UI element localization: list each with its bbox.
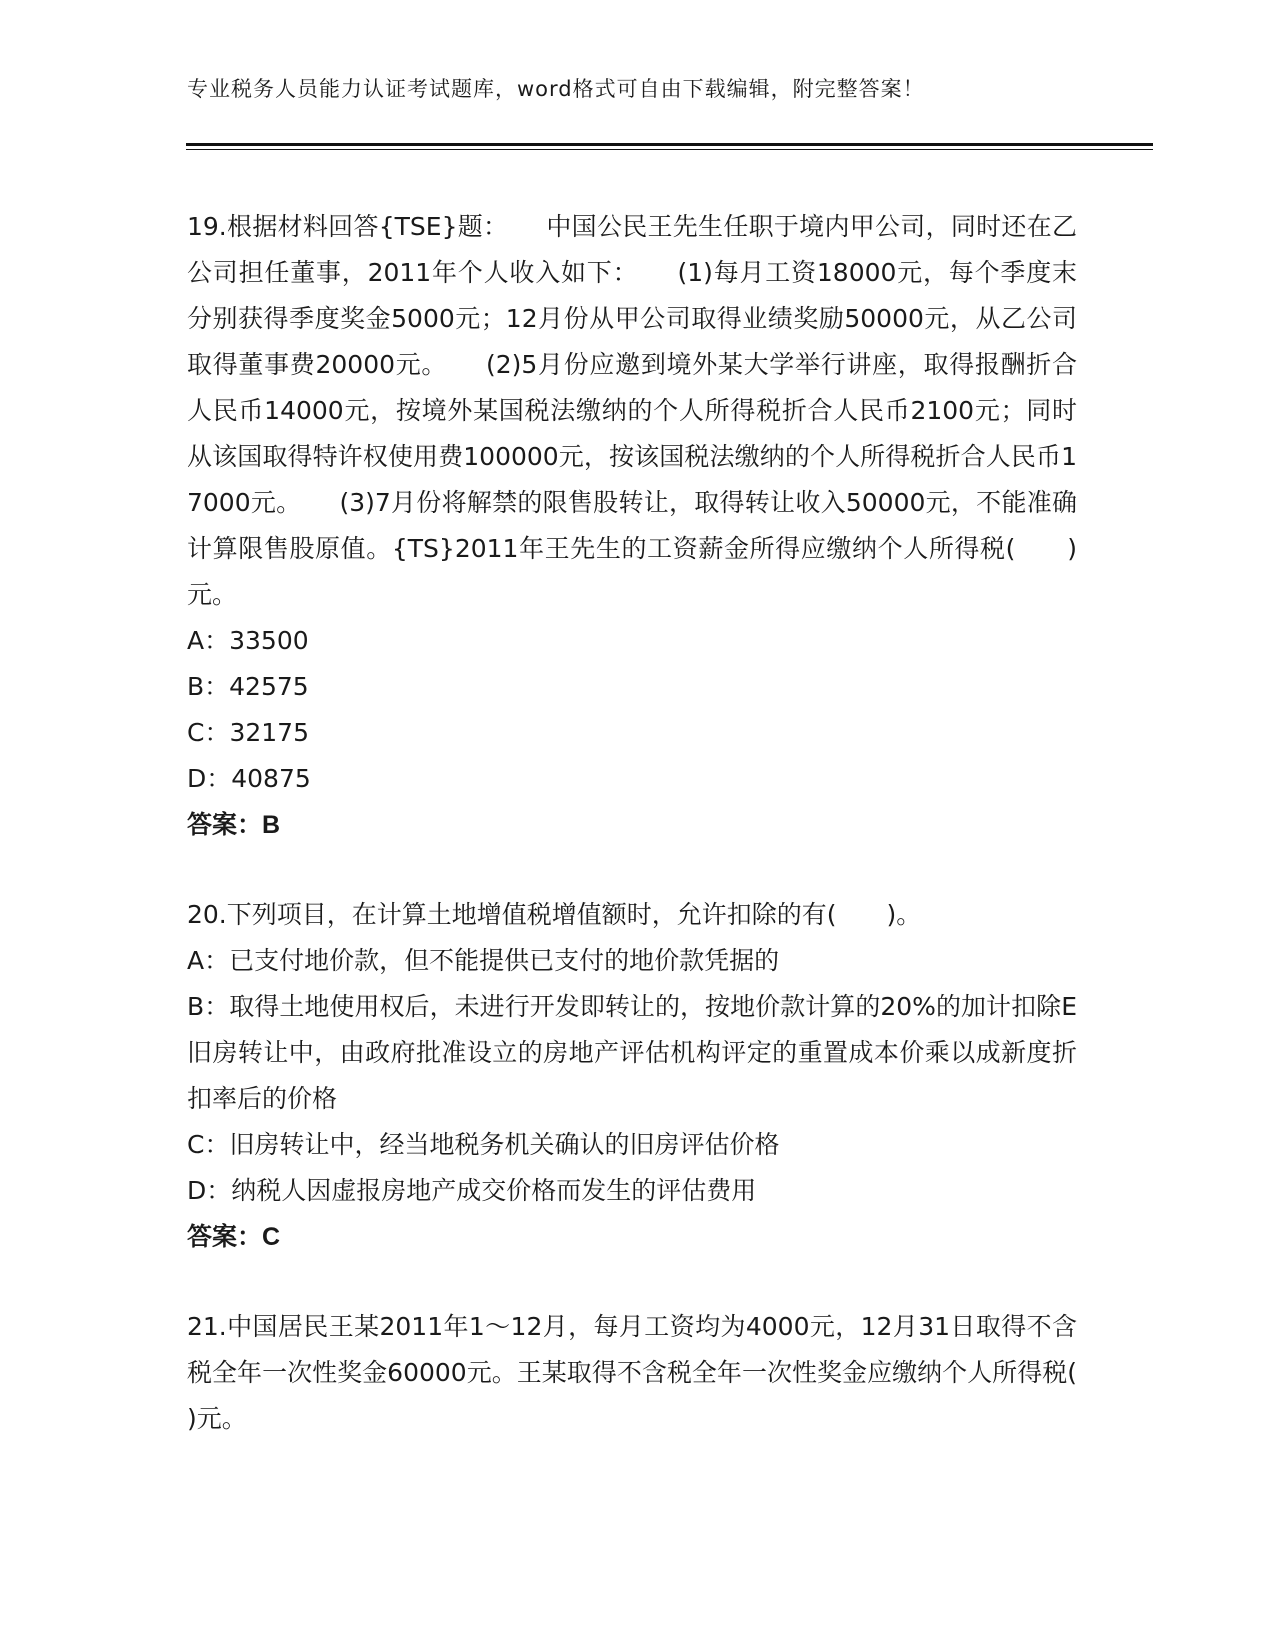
question-20 [187,892,1077,1260]
question-21 [187,1304,1128,1442]
question-spacer [187,848,1077,892]
option-a: A：已支付地价款，但不能提供已支付的地价款凭据的 [187,946,780,975]
question-text: 19.根据材料回答{TSE}题： 中国公民王先生任职于境内甲公司，同时还在乙公司担任董事，2011年个人收入如下： (1)每月工资18000元，每个季度末分别获得季度奖金5000元；12月份从甲公司取得业绩奖励50000元，从乙公司取得董事费20000元。 (2)5月份应邀到境外某大学举行讲座，取得报酬折合人民币14000元，按境外某国税法缴纳的个人所得税折合人民币2100元；同时从该国取得特许权使用费100000元，按该国税法缴纳的个人所得税折合人民币17000元。 (3)7月份将解禁的限售股转让，取得转让收入50000元，不能准确计算限售股原值。{TS}2011年王先生的工资薪金所得应缴纳个人所得税( )元。 [187,212,1077,609]
answer-label: 答案：C [187,1223,281,1251]
page-header: 专业税务人员能力认证考试题库，word格式可自由下载编辑，附完整答案！ [187,77,925,101]
option-b: B：取得土地使用权后，未进行开发即转让的，按地价款计算的20%的加计扣除E旧房转让中，由政府批准设立的房地产评估机构评定的重置成本价乘以成新度折扣率后的价格 [187,992,1077,1113]
question-text: 21.中国居民王某2011年1～12月，每月工资均为4000元，12月31日取得不含税全年一次性奖金60000元。王某取得不含税全年一次性奖金应缴纳个人所得税( )元。 [187,1312,1128,1433]
question-spacer [187,1260,1077,1304]
question-list [187,204,1128,1442]
header-rule-thin [186,149,1153,150]
option-d: D：40875 [187,764,311,793]
question-19 [187,204,1077,848]
option-d: D：纳税人因虚报房地产成交价格而发生的评估费用 [187,1176,757,1205]
question-text: 20.下列项目，在计算土地增值税增值额时，允许扣除的有( )。 [187,900,922,929]
option-a: A：33500 [187,626,309,655]
header-rule-thick [186,143,1153,146]
option-b: B：42575 [187,672,309,701]
answer-label: 答案：B [187,811,281,839]
option-c: C：旧房转让中，经当地税务机关确认的旧房评估价格 [187,1130,780,1159]
option-c: C：32175 [187,718,309,747]
